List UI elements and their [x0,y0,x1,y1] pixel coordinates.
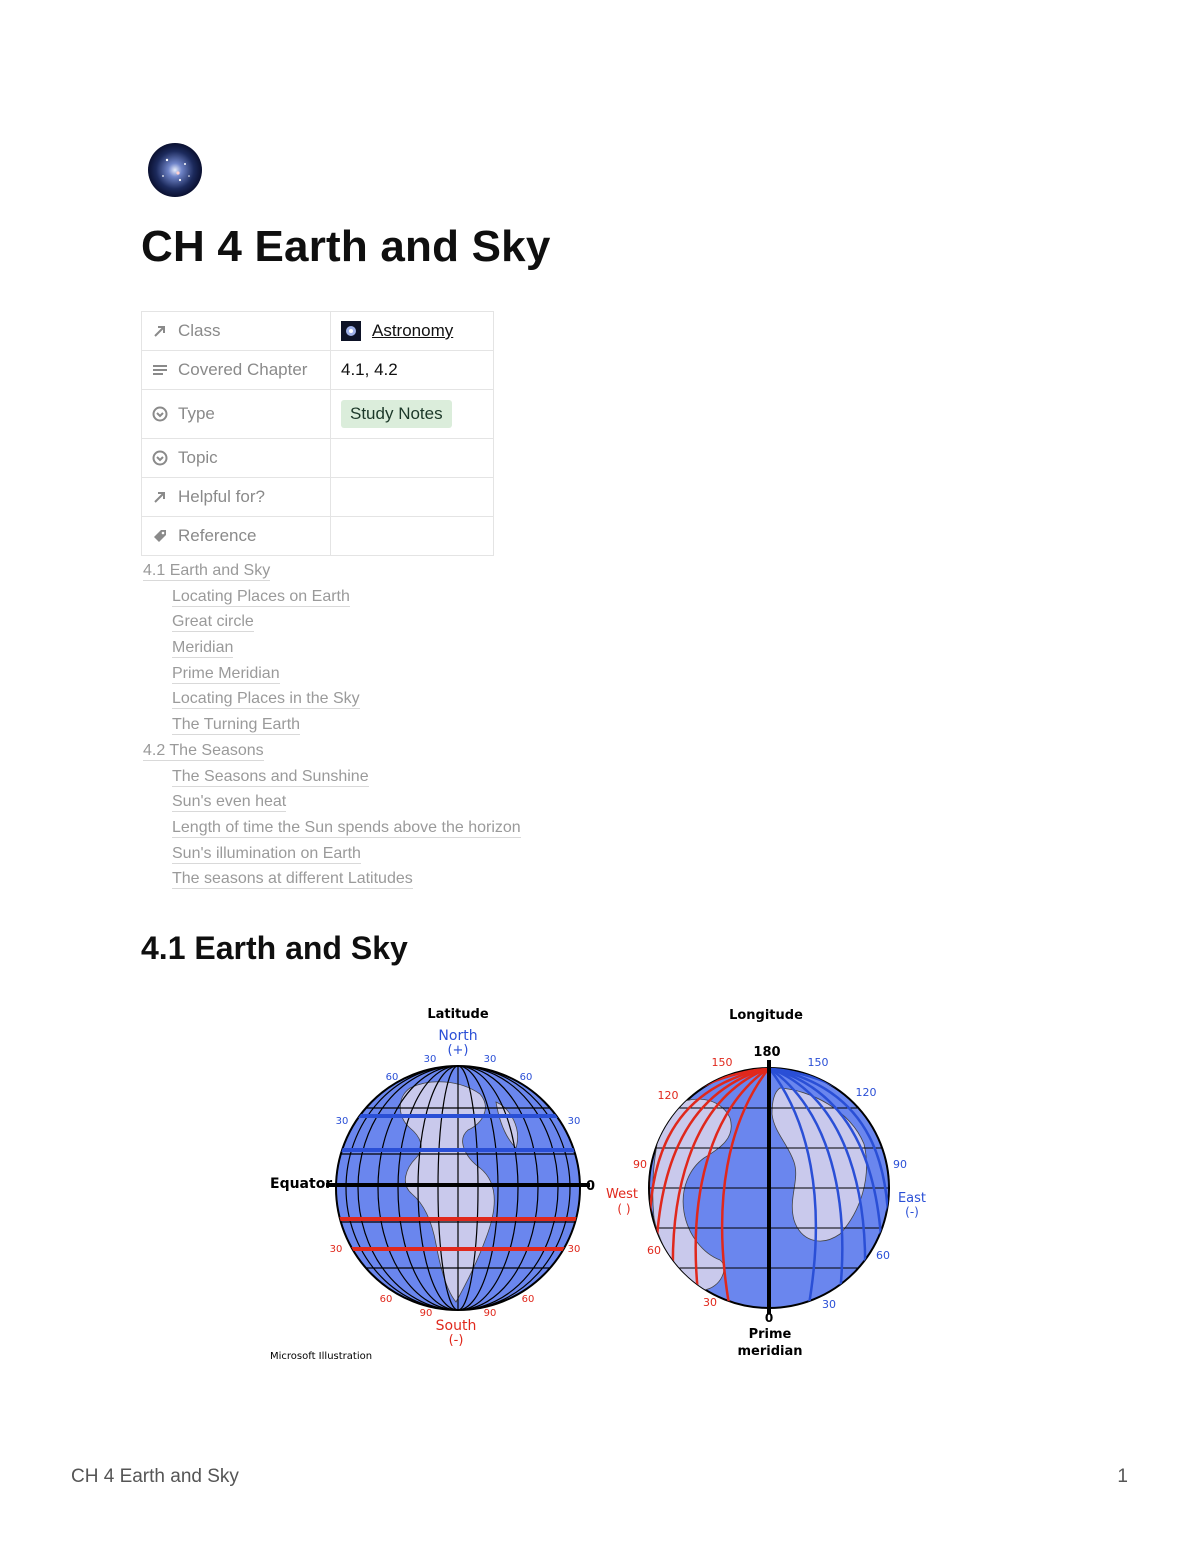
latitude-tick: 30 [335,1116,349,1127]
text-lines-icon [152,362,168,378]
longitude-tick: 120 [657,1089,679,1102]
toc-item [143,714,521,740]
west-label: West [606,1187,638,1202]
property-key: Topic [178,448,218,467]
property-key: Type [178,404,215,423]
type-tag[interactable]: Study Notes [341,400,452,428]
longitude-tick: 30 [703,1296,717,1309]
longitude-tick: 150 [807,1056,829,1069]
latitude-tick: 30 [567,1244,581,1255]
west-sign: ( ) [617,1202,631,1216]
toc-link[interactable]: Length of time the Sun spends above the horizon [172,818,521,836]
page-icon [145,142,205,198]
south-sign: (-) [448,1333,464,1348]
galaxy-icon [145,142,205,198]
property-key: Helpful for? [178,487,265,506]
toc-link[interactable]: 4.1 Earth and Sky [143,562,271,579]
longitude-tick: 90 [633,1158,647,1171]
arrow-relation-icon [152,489,168,505]
property-row-reference[interactable] [142,517,494,556]
latitude-title: Latitude [427,1007,489,1022]
property-row-helpful-for[interactable] [142,478,494,517]
latitude-tick: 60 [379,1294,393,1305]
toc-item [143,766,521,792]
toc-item [143,791,521,817]
property-key: Class [178,321,221,340]
toc-link[interactable]: Sun's illumination on Earth [172,844,361,862]
toc-item [143,868,521,894]
longitude-top-value: 180 [753,1045,781,1060]
toc-link[interactable]: Meridian [172,639,234,657]
toc-item [143,740,521,766]
toc-link[interactable]: Great circle [172,613,254,631]
property-key: Covered Chapter [178,360,308,379]
toc-link[interactable]: 4.2 The Seasons [143,741,264,759]
toc-link[interactable]: Locating Places in the Sky [172,690,360,708]
figure-credit: Microsoft Illustration [270,1351,373,1362]
toc-link[interactable]: Prime Meridian [172,664,280,682]
property-row-type[interactable] [142,390,494,439]
latitude-tick: 90 [483,1308,497,1319]
toc-link[interactable]: Sun's even heat [172,793,287,811]
longitude-tick: 60 [647,1244,661,1257]
latitude-tick: 60 [385,1072,399,1083]
topic-value[interactable] [331,439,494,478]
longitude-tick: 60 [876,1249,890,1262]
equator-value: 0 [586,1179,596,1194]
page-title: CH 4 Earth and Sky [141,222,551,271]
latitude-tick: 30 [567,1116,581,1127]
toc-link[interactable]: The Turning Earth [172,716,301,734]
north-label: North [438,1028,478,1044]
toc-item [143,843,521,869]
north-sign: (+) [447,1043,469,1058]
toc-link[interactable]: The Seasons and Sunshine [172,767,369,785]
latitude-globe [326,1066,590,1310]
longitude-tick: 150 [711,1056,733,1069]
property-row-class[interactable] [142,312,494,351]
toc-item [143,560,521,586]
select-icon [152,406,168,422]
tag-icon [152,528,168,544]
page-number: 1 [1117,1466,1128,1487]
toc-item [143,586,521,612]
select-icon [152,450,168,466]
latitude-tick: 30 [423,1054,437,1065]
toc-link[interactable]: The seasons at different Latitudes [172,870,413,888]
property-row-topic[interactable] [142,439,494,478]
toc-link[interactable]: Locating Places on Earth [172,587,350,605]
prime-meridian-label: Prime [748,1327,792,1342]
longitude-tick: 30 [822,1298,836,1311]
toc-item [143,688,521,714]
section-heading: 4.1 Earth and Sky [141,930,408,966]
longitude-title: Longitude [729,1008,803,1023]
longitude-tick: 120 [855,1086,877,1099]
toc-item [143,817,521,843]
latitude-tick: 60 [521,1294,535,1305]
latitude-tick: 90 [419,1308,433,1319]
prime-meridian-label: meridian [737,1344,803,1359]
footer-title: CH 4 Earth and Sky [71,1466,239,1487]
toc-item [143,637,521,663]
longitude-tick: 90 [893,1158,907,1171]
east-sign: (-) [905,1205,919,1219]
latitude-tick: 30 [483,1054,497,1065]
south-label: South [435,1318,477,1334]
property-key: Reference [178,526,257,545]
reference-value[interactable] [331,517,494,556]
latitude-tick: 60 [519,1072,533,1083]
properties-table [141,311,494,556]
helpful-for-value[interactable] [331,478,494,517]
arrow-relation-icon [152,323,168,339]
property-row-covered-chapter[interactable] [142,351,494,390]
toc-item [143,663,521,689]
covered-chapter-value: 4.1, 4.2 [341,360,398,379]
latitude-tick: 30 [329,1244,343,1255]
class-relation-link[interactable]: Astronomy [372,321,454,340]
latitude-longitude-figure [260,998,940,1363]
equator-label: Equator [270,1176,333,1192]
longitude-bottom-value: 0 [764,1311,774,1325]
longitude-globe [648,1060,890,1314]
east-label: East [897,1191,927,1206]
galaxy-icon [341,321,361,341]
globe-illustration [260,998,940,1363]
toc-item [143,611,521,637]
table-of-contents [143,560,521,894]
